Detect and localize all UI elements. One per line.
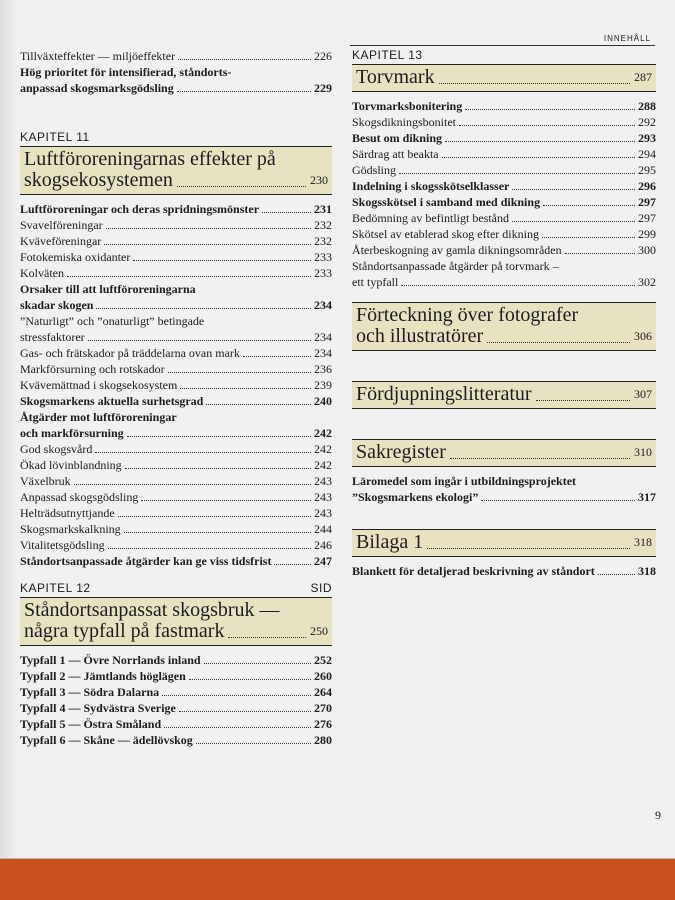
toc-page-number: 302 (638, 275, 656, 289)
toc-page-number: 296 (638, 179, 656, 193)
toc-page-number: 317 (638, 490, 656, 504)
dot-leader (180, 388, 311, 389)
dot-leader (118, 516, 311, 517)
toc-entry: Markförsurning och rotskador 236 (20, 362, 332, 376)
toc-entry: Skogsskötsel i samband med dikning 297 (352, 195, 656, 209)
dot-leader (598, 574, 635, 575)
dot-leader (243, 356, 311, 357)
toc-entry-line: Åtgärder mot luftföroreningar (20, 410, 177, 424)
dot-leader (465, 109, 635, 110)
toc-entry: God skogsvård 242 (20, 442, 332, 456)
dot-leader (124, 532, 311, 533)
dot-leader (459, 125, 635, 126)
dot-leader (196, 743, 311, 744)
bilaga-entries (352, 563, 656, 579)
toc-entry: Särdrag att beakta 294 (352, 147, 656, 161)
chapter-13-title: Torvmark 287 (352, 64, 656, 92)
toc-entry: skadar skogen 234 (20, 298, 332, 312)
toc-entry: Besut om dikning 293 (352, 131, 656, 145)
dot-leader (162, 695, 311, 696)
toc-entry: Anpassad skogsgödsling 243 (20, 490, 332, 504)
dot-leader (104, 244, 311, 245)
toc-entry: ”Skogsmarkens ekologi” 317 (352, 490, 656, 504)
toc-entry: Helträdsutnyttjande 243 (20, 506, 332, 520)
toc-entry: stressfaktorer 234 (20, 330, 332, 344)
toc-entry: Ståndortsanpassade åtgärder kan ge viss tidsfrist 247 (20, 554, 332, 568)
dot-leader (106, 228, 311, 229)
sakregister-entries (352, 473, 656, 505)
toc-page-number: 226 (314, 49, 332, 63)
chapter-12-label: KAPITEL 12 SID (20, 581, 332, 595)
dot-leader (204, 663, 311, 664)
toc-entry: Torvmarksbonitering 288 (352, 99, 656, 113)
toc-entry: Fotokemiska oxidanter 233 (20, 250, 332, 264)
toc-page-number: 229 (314, 81, 332, 95)
dot-leader (177, 91, 311, 92)
toc-entry: Bedömning av befintligt bestånd 297 (352, 211, 656, 225)
toc-page-number: 247 (314, 554, 332, 568)
dot-leader (399, 173, 635, 174)
toc-entry: Svavelföreningar 232 (20, 218, 332, 232)
toc-entry: Typfall 6 — Skåne — ädellövskog 280 (20, 733, 332, 747)
chapter-11-entries (20, 201, 332, 569)
toc-page-number: 233 (314, 266, 332, 280)
toc-entry: ett typfall 302 (352, 275, 656, 289)
dot-leader (262, 212, 311, 213)
fordjupning-title: Fördjupningslitteratur 307 (352, 381, 656, 409)
toc-entry: Typfall 5 — Östra Småland 276 (20, 717, 332, 731)
toc-entry: Typfall 2 — Jämtlands höglägen 260 (20, 669, 332, 683)
running-header: INNEHÅLL (603, 34, 651, 43)
toc-page-number: 280 (314, 733, 332, 747)
toc-page-number: 293 (638, 131, 656, 145)
toc-page-number: 297 (638, 195, 656, 209)
toc-entry: Blankett för detaljerad beskrivning av ståndort 318 (352, 564, 656, 578)
chapter-12-title: Ståndortsanpassat skogsbruk — några typfall på fastmark 250 (20, 597, 332, 646)
dot-leader (512, 221, 635, 222)
toc-entry: Skötsel av etablerad skog efter dikning 299 (352, 227, 656, 241)
toc-entry: Typfall 3 — Södra Dalarna 264 (20, 685, 332, 699)
toc-page-number: 318 (638, 564, 656, 578)
sid-label: SID (310, 581, 332, 595)
header-rule (350, 45, 655, 46)
dot-leader (179, 711, 311, 712)
toc-page-number: 244 (314, 522, 332, 536)
toc-entry: Växelbruk 243 (20, 474, 332, 488)
toc-page-number: 232 (314, 218, 332, 232)
dot-leader (512, 189, 635, 190)
dot-leader (542, 237, 635, 238)
toc-page-number: 233 (314, 250, 332, 264)
dot-leader (127, 436, 311, 437)
toc-entry: Skogsmarkens aktuella surhetsgrad 240 (20, 394, 332, 408)
toc-page-number: 234 (314, 346, 332, 360)
chapter-11-label: KAPITEL 11 (20, 130, 90, 144)
toc-entry: Typfall 1 — Övre Norrlands inland 252 (20, 653, 332, 667)
toc-page-number: 294 (638, 147, 656, 161)
toc-page-number: 231 (314, 202, 332, 216)
toc-page-number: 270 (314, 701, 332, 715)
toc-page-number: 243 (314, 506, 332, 520)
dot-leader (442, 157, 635, 158)
toc-entry-line: Orsaker till att luftföroreningarna (20, 282, 196, 296)
bilaga-title: Bilaga 1 318 (352, 529, 656, 557)
toc-page-number: 292 (638, 115, 656, 129)
sakregister-title: Sakregister 310 (352, 439, 656, 467)
toc-page-number: 242 (314, 442, 332, 456)
dot-leader (95, 452, 311, 453)
toc-page-number: 234 (314, 298, 332, 312)
dot-leader (543, 205, 635, 206)
chapter-11-title: Luftföroreningarnas effekter på skogsekosystemen 230 (20, 146, 332, 195)
toc-entry-line: Läromedel som ingår i utbildningsprojektet (352, 474, 577, 488)
toc-entry: Gödsling 295 (352, 163, 656, 177)
toc-page-number: 246 (314, 538, 332, 552)
toc-entry-line: ”Naturligt” och ”onaturligt” betingade (20, 314, 205, 328)
dot-leader (445, 141, 635, 142)
toc-entry: Indelning i skogsskötselklasser 296 (352, 179, 656, 193)
toc-entry: Kväveföreningar 232 (20, 234, 332, 248)
toc-entry: Skogsmarkskalkning 244 (20, 522, 332, 536)
toc-entry: och markförsurning 242 (20, 426, 332, 440)
toc-entry: Kvävemättnad i skogsekosystem 239 (20, 378, 332, 392)
toc-entry-line: Ståndortsanpassade åtgärder på torvmark – (352, 259, 559, 273)
toc-page-number: 234 (314, 330, 332, 344)
dot-leader (133, 260, 311, 261)
dot-leader (74, 484, 311, 485)
dot-leader (178, 59, 311, 60)
toc-page-number: 232 (314, 234, 332, 248)
toc-entry-line: Hög prioritet för intensifierad, ståndorts- (20, 65, 232, 79)
toc-entry: Gas- och frätskador på träddelarna ovan mark 234 (20, 346, 332, 360)
chapter-12-entries (20, 652, 332, 748)
dot-leader (401, 285, 635, 286)
toc-page-number: 297 (638, 211, 656, 225)
toc-entry: Tillväxteffekter — miljöeffekter 226 (20, 49, 332, 63)
toc-page-number: 288 (638, 99, 656, 113)
toc-entry: Typfall 4 — Sydvästra Sverige 270 (20, 701, 332, 715)
dot-leader (125, 468, 311, 469)
toc-page-number: 276 (314, 717, 332, 731)
dot-leader (189, 679, 311, 680)
dot-leader (108, 548, 311, 549)
toc-entry: Vitalitetsgödsling 246 (20, 538, 332, 552)
toc-page-number: 252 (314, 653, 332, 667)
toc-page-number: 264 (314, 685, 332, 699)
toc-page-number: 295 (638, 163, 656, 177)
toc-entry: Återbeskogning av gamla dikningsområden 300 (352, 243, 656, 257)
forteckning-title: Förteckning över fotografer och illustratörer 306 (352, 302, 656, 351)
toc-entry: Luftföroreningar och deras spridningsmönster 231 (20, 202, 332, 216)
toc-page-number: 243 (314, 474, 332, 488)
toc-page-number: 243 (314, 490, 332, 504)
left-top-entries (20, 48, 332, 96)
chapter-13-entries (352, 98, 656, 290)
dot-leader (565, 253, 635, 254)
dot-leader (164, 727, 311, 728)
dot-leader (67, 276, 311, 277)
toc-page-number: 300 (638, 243, 656, 257)
toc-entry: anpassad skogsmarksgödsling 229 (20, 81, 332, 95)
chapter-13-label: KAPITEL 13 (352, 48, 423, 62)
dot-leader (88, 340, 311, 341)
dot-leader (141, 500, 311, 501)
left-column (20, 48, 332, 748)
toc-page-number: 236 (314, 362, 332, 376)
toc-page-number: 239 (314, 378, 332, 392)
dot-leader (96, 308, 311, 309)
toc-page-number: 299 (638, 227, 656, 241)
dot-leader (168, 372, 311, 373)
toc-entry: Ökad lövinblandning 242 (20, 458, 332, 472)
page-number: 9 (655, 808, 661, 822)
toc-page-number: 240 (314, 394, 332, 408)
dot-leader (206, 404, 311, 405)
right-column (352, 48, 656, 579)
dot-leader (274, 564, 311, 565)
toc-entry: Skogsdikningsbonitet 292 (352, 115, 656, 129)
dot-leader (481, 500, 635, 501)
toc-page-number: 242 (314, 458, 332, 472)
toc-entry: Kolväten 233 (20, 266, 332, 280)
toc-page-number: 260 (314, 669, 332, 683)
toc-page-number: 242 (314, 426, 332, 440)
page-fold-shadow (0, 0, 18, 858)
